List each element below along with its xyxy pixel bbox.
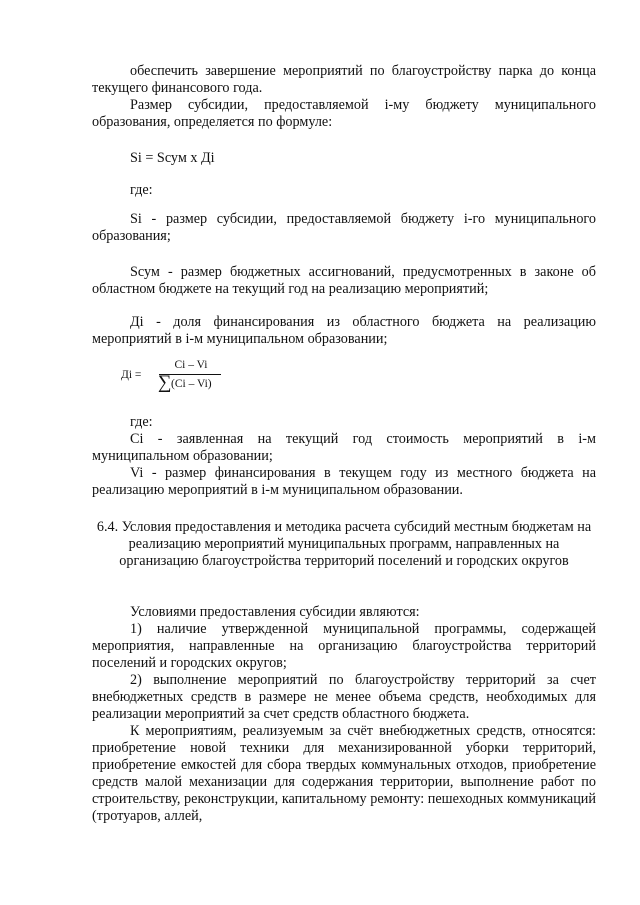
- condition-3: К мероприятиям, реализуемым за счёт внебюджетных средств, относятся: приобретение новой техники для механизированной уборки территорий, приобретение емкостей для сбора твердых коммунальных отходов, приобретение средств малой механизации для содержания территории, выполнение работ по строительству, реконструкции, капитальному ремонту: пешеходных коммуникаций (тротуаров, аллей,: [92, 723, 596, 824]
- definition-di: Дi - доля финансирования из областного бюджета на реализацию мероприятий в i-м муниципальном образовании;: [92, 314, 596, 347]
- definition-ci: Ci - заявленная на текущий год стоимость мероприятий в i-м муниципальном образовании;: [92, 431, 596, 464]
- paragraph-subsidy-size: Размер субсидии, предоставляемой i-му бюджету муниципального образования, определяется по формуле:: [92, 97, 596, 130]
- condition-2: 2) выполнение мероприятий по благоустройству территорий за счет внебюджетных средств в размере не менее объема средств, необходимых для реализации мероприятий за счет средств областного бюджета.: [92, 672, 596, 722]
- conditions-intro: Условиями предоставления субсидии являются:: [130, 604, 420, 620]
- fraction-numerator: Ci – Vi: [174, 359, 208, 371]
- where-label: где:: [130, 182, 153, 198]
- section-heading: 6.4. Условия предоставления и методика расчета субсидий местным бюджетам на реализацию мероприятий муниципальных программ, направленных на организацию благоустройства территорий поселений и городских округов: [96, 519, 592, 569]
- sigma-symbol: ∑: [158, 372, 172, 393]
- where-label-2: где:: [130, 414, 153, 430]
- fraction-lhs: Дi =: [121, 369, 142, 381]
- definition-si: Si - размер субсидии, предоставляемой бюджету i-го муниципального образования;: [92, 211, 596, 244]
- fraction-formula-di: [121, 358, 231, 394]
- definition-scym: Sсум - размер бюджетных ассигнований, предусмотренных в законе об областном бюджете на текущий год на реализацию мероприятий;: [92, 264, 596, 297]
- formula-si: Si = Sсум x Дi: [130, 150, 215, 166]
- condition-1: 1) наличие утвержденной муниципальной программы, содержащей мероприятия, направленные на организацию благоустройства территорий поселений и городских округов;: [92, 621, 596, 671]
- paragraph-completion: обеспечить завершение мероприятий по благоустройству парка до конца текущего финансового года.: [92, 63, 596, 96]
- definition-vi: Vi - размер финансирования в текущем году из местного бюджета на реализацию мероприятий в i-м муниципальном образовании.: [92, 465, 596, 498]
- fraction-denominator: (Ci – Vi): [171, 378, 212, 390]
